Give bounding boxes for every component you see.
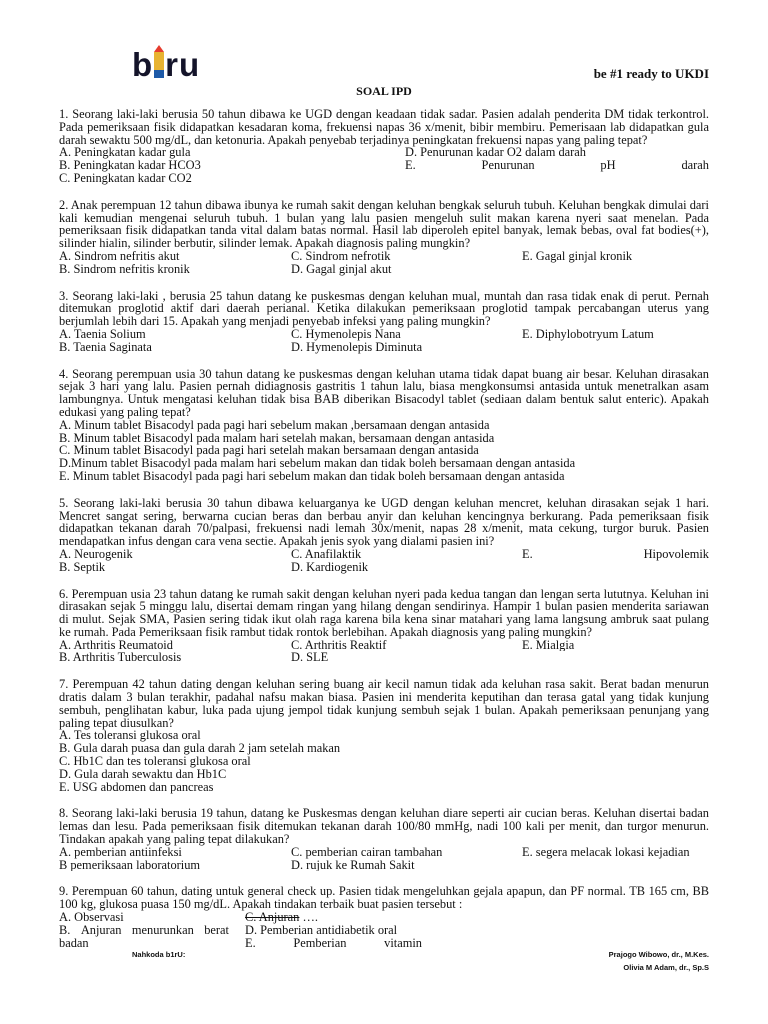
option-e — [522, 548, 709, 561]
option-a: A. Peningkatan kadar gula — [59, 146, 191, 160]
option-b: B. Septik — [59, 560, 106, 574]
option-c — [245, 911, 709, 924]
answer-options — [59, 911, 709, 949]
question-6 — [59, 588, 709, 665]
question-8 — [59, 807, 709, 871]
option-a: A. Neurogenik — [59, 547, 133, 561]
option-b: B. Arthritis Tuberculosis — [59, 651, 182, 665]
answer-options — [59, 328, 709, 354]
option-b: B. Minum tablet Bisacodyl pada malam hari setelah makan, bersamaan dengan antasida — [59, 430, 495, 445]
tagline: be #1 ready to UKDI — [593, 66, 709, 81]
question-4 — [59, 368, 709, 483]
option-e: E. Minum tablet Bisacodyl pada pagi hari sebelum makan dan tidak boleh bersamaan dengan antasida — [59, 468, 565, 483]
option-d: D. Hymenolepis Diminuta — [291, 340, 423, 354]
option-b: B. Peningkatan kadar HCO3 — [59, 159, 201, 172]
option-e-word: pH — [600, 158, 616, 173]
option-d: D. Penurunan kadar O2 dalam darah — [405, 146, 586, 160]
option-a: A. Taenia Solium — [59, 327, 146, 341]
option-d: D.Minum tablet Bisacodyl pada malam hari sebelum makan dan tidak boleh bersamaan dengan antasida — [59, 456, 576, 471]
option-e-letter: E. — [405, 158, 416, 173]
option-d: D. Gula darah sewaktu dan Hb1C — [59, 766, 227, 781]
question-3 — [59, 290, 709, 354]
option-a: A. pemberian antiinfeksi — [59, 845, 182, 859]
option-e: E. Gagal ginjal kronik — [522, 249, 633, 263]
question-stem: 2. Anak perempuan 12 tahun dibawa ibunya ke rumah sakit dengan keluhan bengkak seluruh tubuh. Keluhan bengkak dimulai dari kali kemudian mengenai seluruh tubuh. 1 bulan yang lalu pasien mengeluh sulit makan karena nyeri saat menelan. Pada pemeriksaan fisik didapatkan tanda vital dalam batas normal. Hasil lab diperoleh epitel banyak, lemak bebas, oval fat bodies(+), silinder hialin, silinder berbutir, silinder lemak. Apakah diagnosis paling mungkin? — [59, 197, 709, 251]
option-a: A. Arthritis Reumatoid — [59, 638, 173, 652]
option-b-continued: badan — [59, 936, 89, 950]
answer-options — [59, 846, 709, 872]
option-d: D. Kardiogenik — [291, 560, 369, 574]
option-e-word: vitamin — [384, 935, 422, 950]
option-c-rest: …. — [299, 911, 318, 924]
question-stem: 6. Perempuan usia 23 tahun datang ke rumah sakit dengan keluhan nyeri pada kedua tangan dan lengan serta lututnya. Keluhan ini dirasakan sejak 5 minggu lalu, disertai demam ringan yang hilang dengan sendirinya. Hampir 1 bulan pasien menderita sariawan di mulut. Sejak SMA, Pasien sering tidak ikut olah raga karena bila kena sinar matahari yang lama langsung ambruk saat pulang ke rumah. Pada Pemeriksaan fisik rambut tidak rontok berlebihan. Apakah diagnosis yang paling mungkin? — [59, 586, 709, 639]
question-stem: 3. Seorang laki-laki , berusia 25 tahun datang ke puskesmas dengan keluhan mual, muntah dan rasa tidak enak di perut. Pernah ditemukan proglotid aktif dari daerah perianal. Ketika dilakukan pemeriksaan proglotid tampak percabangan uterus yang berjumlah lebih dari 15. Apakah yang menjadi penyebab infeksi yang paling mungkin? — [59, 288, 709, 329]
answer-options — [59, 639, 709, 665]
option-b: B pemeriksaan laboratorium — [59, 858, 201, 872]
option-b: B. Taenia Saginata — [59, 340, 152, 354]
option-c: C. Sindrom nefrotik — [291, 249, 391, 263]
footer-left: Nahkoda b1rU: — [132, 950, 186, 959]
option-e — [245, 937, 422, 950]
logo-text-left: b — [132, 46, 154, 83]
option-a: A. Minum tablet Bisacodyl pada pagi hari sebelum makan ,bersamaan dengan antasida — [59, 417, 490, 432]
option-c: C. Peningkatan kadar CO2 — [59, 171, 192, 185]
document-title: SOAL IPD — [356, 84, 412, 98]
option-e: E. Diphylobotryum Latum — [522, 327, 654, 341]
option-b-word: berat — [204, 922, 229, 937]
question-9 — [59, 885, 709, 949]
option-c: C. pemberian cairan tambahan — [291, 845, 443, 859]
footer-author-2: Olivia M Adam, dr., Sp.S — [623, 963, 709, 972]
option-e: E. segera melacak lokasi kejadian — [522, 845, 690, 859]
option-c: C. Hymenolepis Nana — [291, 327, 401, 341]
question-stem: 9. Perempuan 60 tahun, dating untuk general check up. Pasien tidak mengeluhkan gejala apapun, dan PF normal. TB 165 cm, BB 100 kg, glukosa puasa 150 mg/dL. Apakah tindakan terbaik buat pasien tersebut : — [59, 884, 709, 912]
brand-logo — [132, 46, 200, 84]
option-e-letter: E. — [522, 546, 533, 561]
option-e: E. USG abdomen dan pancreas — [59, 779, 214, 794]
answer-options — [59, 250, 709, 276]
option-e-letter: E. — [245, 935, 256, 950]
answer-options — [59, 548, 709, 574]
option-c: C. Arthritis Reaktif — [291, 638, 387, 652]
question-stem: 5. Seorang laki-laki berusia 30 tahun dibawa keluarganya ke UGD dengan keluhan mencret, keluhan dirasakan sejak 1 hari. Mencret sangat sering, berwarna cucian beras dan berbau anyir dan keluhan kencingnya berkurang. Pada pemeriksaan fisik didapatkan tekanan darah 70/palpasi, frekuensi nadi lemah 30x/menit, napas 28 x/menit, mata cekung, turgor buruk. Pasien mendapatkan infus dengan cara vena sectie. Apakah jenis syok yang dialami pasien ini? — [59, 495, 709, 549]
answer-options — [59, 419, 709, 483]
option-e-word: Pemberian — [293, 935, 347, 950]
option-b: B. Sindrom nefritis kronik — [59, 262, 190, 276]
answer-options — [59, 146, 709, 184]
option-d: D. Pemberian antidiabetik oral — [245, 923, 398, 937]
option-d: D. SLE — [291, 651, 329, 665]
question-2 — [59, 199, 709, 276]
question-5 — [59, 497, 709, 574]
question-7 — [59, 678, 709, 793]
option-e-word: darah — [681, 158, 709, 173]
logo-text-right: ru — [165, 46, 201, 83]
option-c-struck: C. Anjuran — [245, 911, 300, 924]
question-stem: 8. Seorang laki-laki berusia 19 tahun, datang ke Puskesmas dengan keluhan diare seperti air cucian beras. Keluhan disertai badan lemas dan lesu. Pada pemeriksaan fisik ditemukan tekanan darah 100/80 mmHg, nadi 100 kali per menit, dan turgor menurun. Tindakan apakah yang paling tepat dilakukan? — [59, 806, 709, 847]
option-a: A. Tes toleransi glukosa oral — [59, 728, 201, 743]
question-1 — [59, 108, 709, 185]
option-b-word: menurunkan — [131, 922, 194, 937]
option-b-letter: B. — [59, 922, 71, 937]
option-a: A. Observasi — [59, 911, 124, 924]
answer-options — [59, 729, 709, 793]
option-b — [59, 924, 245, 937]
option-c: C. Anafilaktik — [291, 547, 362, 561]
option-a: A. Sindrom nefritis akut — [59, 249, 180, 263]
option-b-word: Anjuran — [80, 922, 122, 937]
option-c: C. Hb1C dan tes toleransi glukosa oral — [59, 754, 251, 769]
option-c: C. Minum tablet Bisacodyl pada pagi hari setelah makan bersamaan dengan antasida — [59, 443, 479, 458]
option-d: D. rujuk ke Rumah Sakit — [291, 858, 415, 872]
option-d: D. Gagal ginjal akut — [291, 262, 392, 276]
option-e-word: Penurunan — [481, 158, 535, 173]
option-b: B. Gula darah puasa dan gula darah 2 jam setelah makan — [59, 741, 341, 756]
footer-author-1: Prajogo Wibowo, dr., M.Kes. — [608, 950, 709, 959]
question-stem: 7. Perempuan 42 tahun dating dengan keluhan sering buang air kecil namun tidak ada keluhan rasa sakit. Berat badan menurun dratis dalam 3 bulan terakhir, padahal nafsu makan biasa. Pasien ini menderita keputihan dan terasa gatal yang tidak kunjung sembuh, penglihatan kabur, luka pada ujung jempol tidak kunjung sembuh sejak 1 bulan. Apakah pemeriksaan penunjang yang paling tepat diusulkan? — [59, 677, 709, 730]
question-stem: 4. Seorang perempuan usia 30 tahun datang ke puskesmas dengan keluhan utama tidak dapat buang air besar. Keluhan dirasakan sejak 3 hari yang lalu. Pasien pernah didiagnosis gastritis 1 tahun lalu, biasa mengkonsumsi antasida untuk menetralkan asam lambungnya. Untuk mengatasi keluhan tidak bisa BAB diberikan Bisacodyl tablet (sediaan dalam bentuk salut enteric). Apakah edukasi yang paling tepat? — [59, 366, 709, 419]
question-list — [59, 108, 709, 963]
pencil-icon — [154, 52, 164, 78]
option-e: E. Mialgia — [522, 638, 575, 652]
question-stem: 1. Seorang laki-laki berusia 50 tahun dibawa ke UGD dengan keadaan tidak sadar. Pasien adalah penderita DM tidak terkontrol. Pada pemeriksaan fisik didapatkan kesadaran koma, frekuensi napas 36 x/menit, bibir membiru. Pemerisaan lab didapatkan gula darah sewaktu 500 mg/dL, dan ketonuria. Apakah penyebab terjadinya peningkatan frekuensi napas yang paling tepat? — [59, 107, 709, 147]
option-e-word: Hipovolemik — [643, 546, 709, 561]
option-e — [405, 159, 709, 172]
